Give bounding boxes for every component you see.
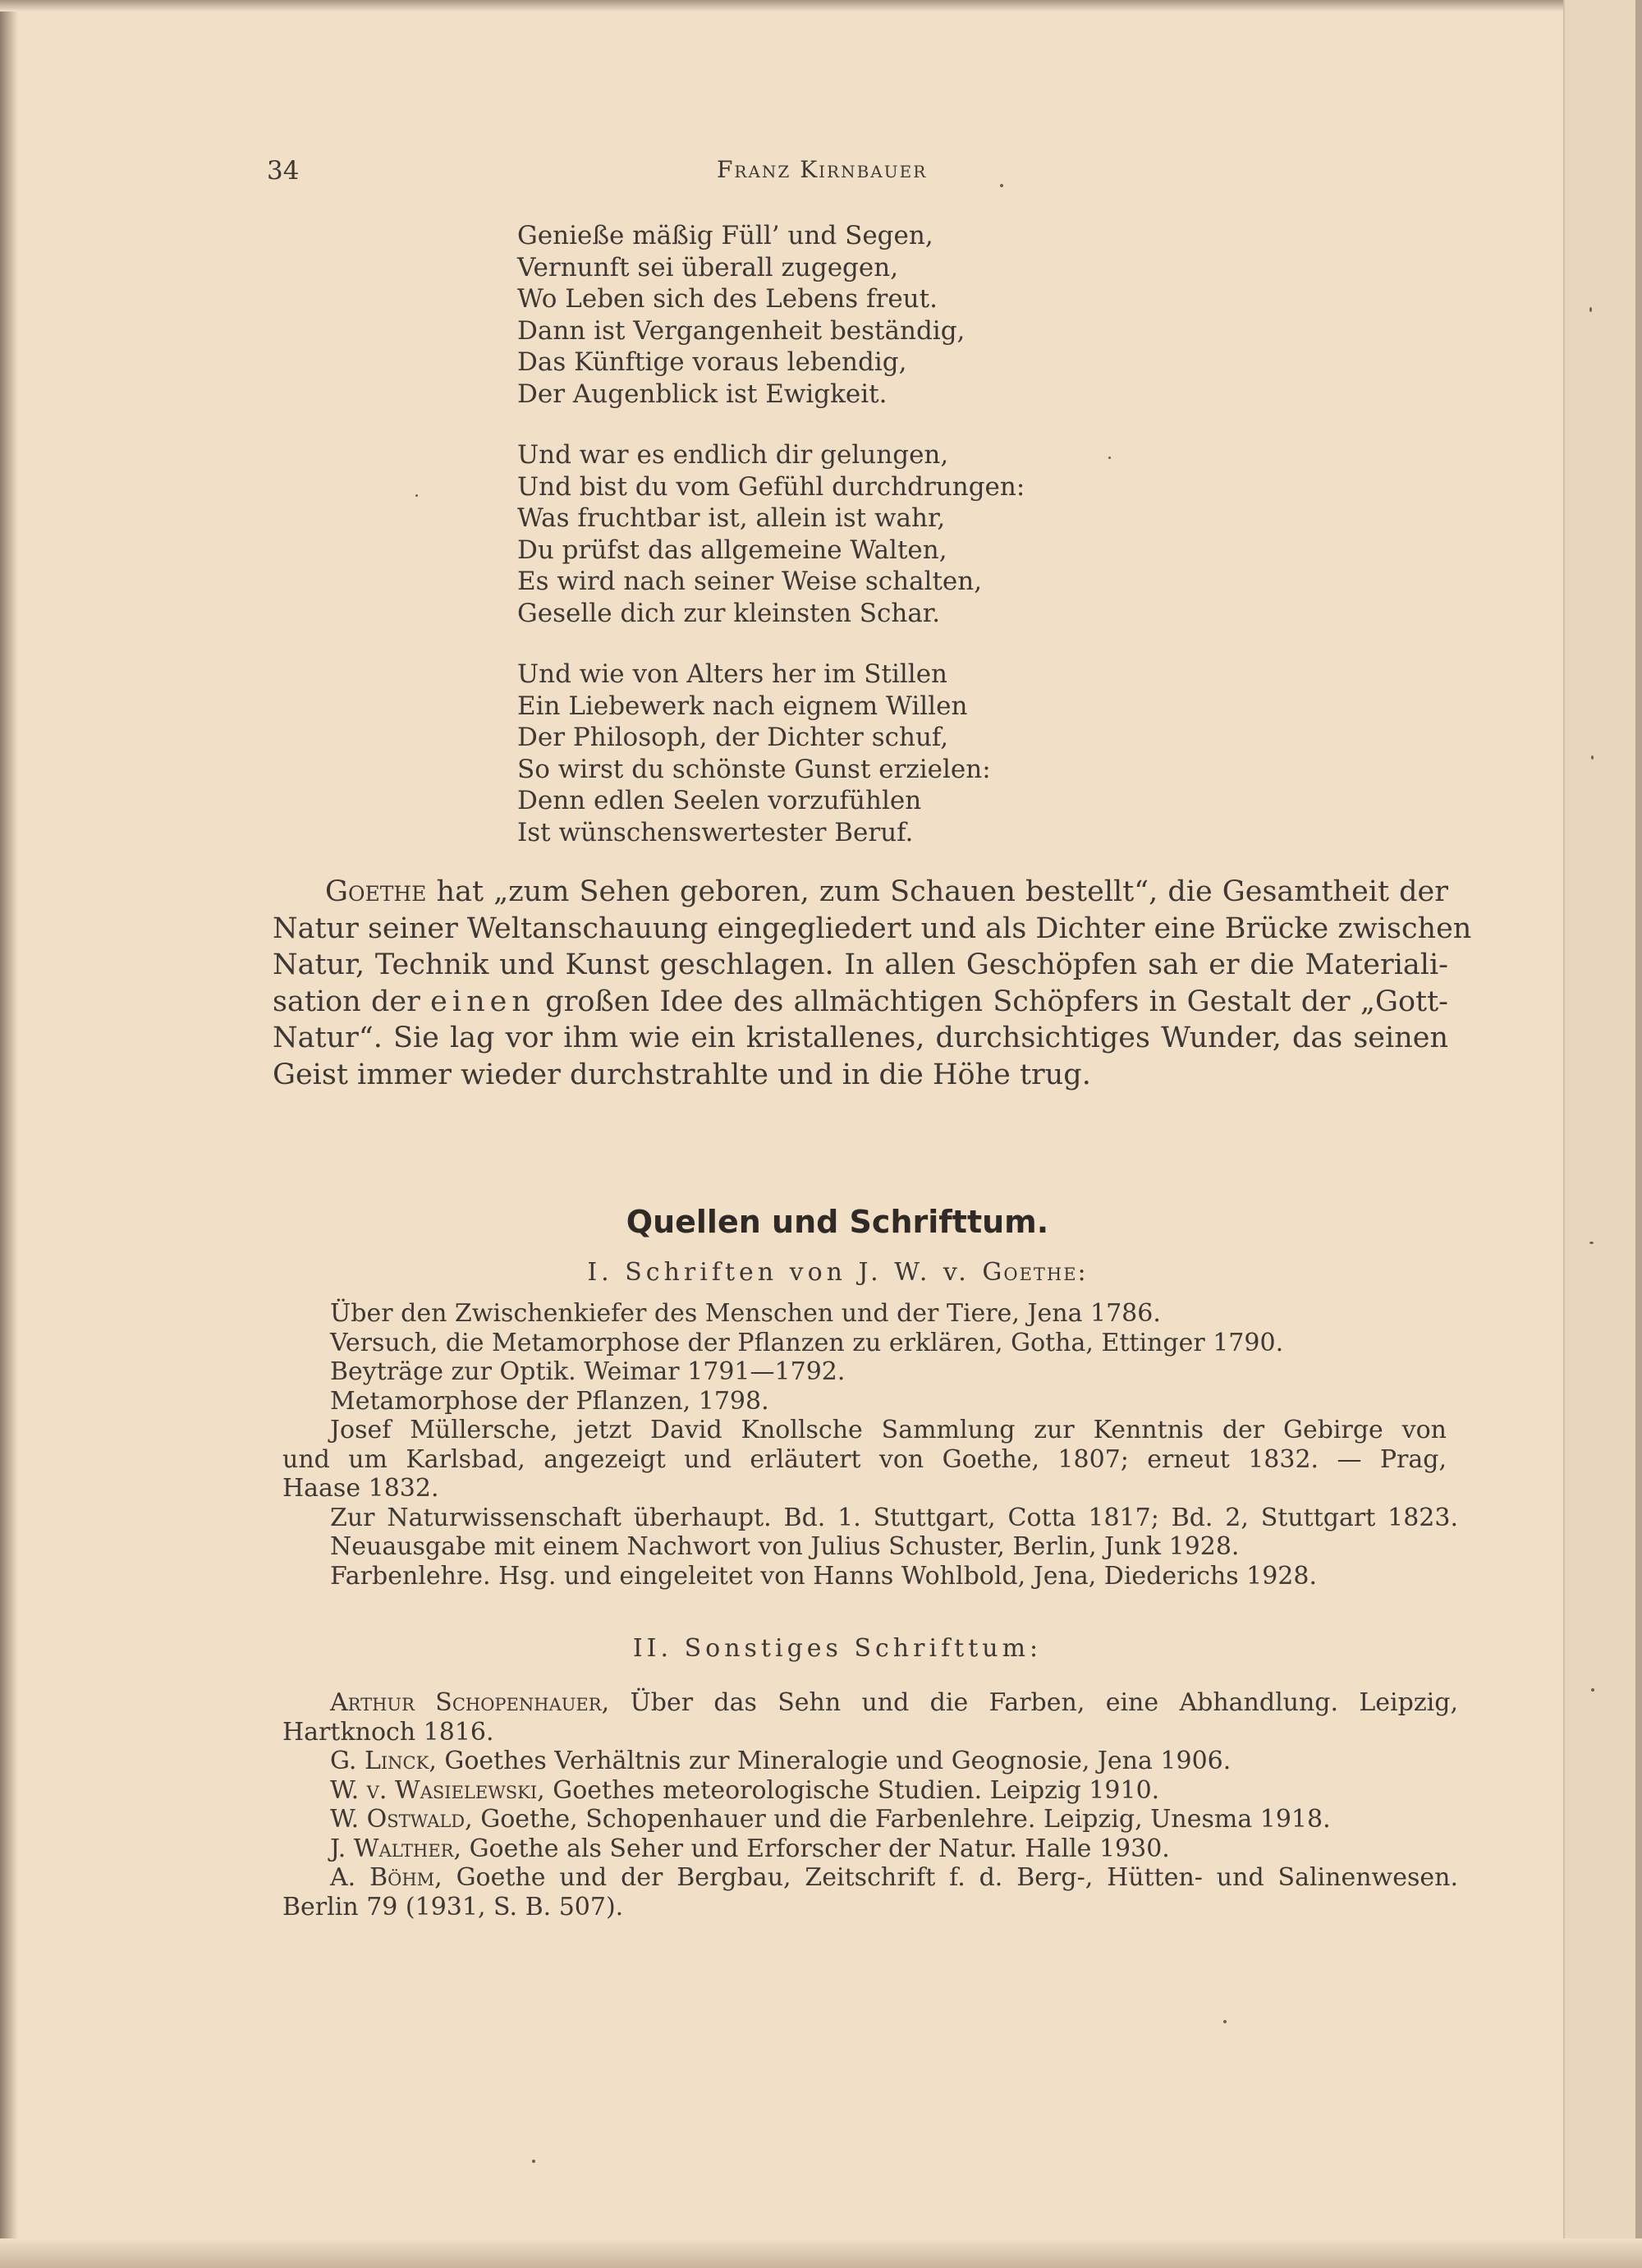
reference-text: Goethe und der Bergbau, Zeitschrift f. d. Berg-, Hütten- und Salinenwesen. xyxy=(456,1863,1458,1892)
section-heading-name: Goethe: xyxy=(982,1258,1088,1287)
reference-item: Farbenlehre. Hsg. und eingeleitet von Hanns Wohlbold, Jena, Diederichs 1928. xyxy=(330,1561,1318,1591)
reference-item: Josef Müllersche, jetzt David Knollsche Sammlung zur Kenntnis der Gebirge von xyxy=(330,1416,1447,1444)
reference-text: Goethes Verhältnis zur Mineralogie und Geognosie, Jena 1906. xyxy=(444,1747,1232,1775)
sources-section-1-heading xyxy=(0,1258,1642,1287)
poem-line: Denn edlen Seelen vorzufühlen xyxy=(517,786,922,815)
prose-line-3: Natur, Technik und Kunst geschlagen. In allen Geschöpfen sah er die Materiali- xyxy=(273,948,1448,981)
poem-line: Dann ist Vergangenheit beständig, xyxy=(517,315,965,346)
reference-author: Arthur Schopenhauer, xyxy=(330,1688,610,1717)
reference-text: Über das Sehn und die Farben, eine Abhandlung. Leipzig, xyxy=(630,1688,1458,1717)
sources-section-2-heading: II. Sonstiges Schrifttum: xyxy=(632,1634,1043,1663)
reference-item xyxy=(289,1776,1447,1806)
poem-line: So wirst du schönste Gunst erzielen: xyxy=(517,754,991,784)
scan-speck xyxy=(1000,184,1003,187)
page-right-edge xyxy=(1563,0,1642,2268)
reference-text: Goethe, Schopenhauer und die Farbenlehre. Leipzig, Unesma 1918. xyxy=(480,1805,1331,1834)
poem-line: Und war es endlich dir gelungen, xyxy=(517,440,949,470)
poem-stanza-1 xyxy=(517,220,1256,410)
emphasis-text: einen xyxy=(430,985,535,1018)
poem-line: Wo Leben sich des Lebens freut. xyxy=(517,284,938,314)
scan-speck xyxy=(1108,457,1111,459)
reference-item: Neuausgabe mit einem Nachwort von Julius Schuster, Berlin, Junk 1928. xyxy=(330,1532,1240,1561)
poem-line: Und wie von Alters her im Stillen xyxy=(517,659,948,689)
reference-item xyxy=(289,1805,1447,1834)
scan-speck xyxy=(1589,307,1592,312)
reference-item xyxy=(289,1863,1458,1893)
poem-line: Und bist du vom Gefühl durchdrungen: xyxy=(517,471,1025,502)
poem-line: Der Philosoph, der Dichter schuf, xyxy=(517,723,949,752)
running-head: Franz Kirnbauer xyxy=(717,156,928,183)
reference-item: Metamorphose der Pflanzen, 1798. xyxy=(330,1386,769,1416)
poem-line: Was fruchtbar ist, allein ist wahr, xyxy=(517,503,946,533)
prose-line-1 xyxy=(273,874,1448,911)
poem-line: Ein Liebewerk nach eignem Willen xyxy=(517,691,968,721)
poem-line: Ist wünschenswertester Beruf. xyxy=(517,817,914,847)
poem-line: Der Augenblick ist Ewigkeit. xyxy=(517,379,888,409)
reference-author: G. Linck, xyxy=(330,1747,437,1775)
prose-line-4 xyxy=(273,984,1448,1021)
poem-line: Geselle dich zur kleinsten Schar. xyxy=(517,598,941,628)
page-number: 34 xyxy=(267,156,300,186)
section-heading-text: I. Schriften von J. W. v. xyxy=(587,1258,970,1287)
reference-item xyxy=(289,1834,1447,1864)
poem-stanza-3 xyxy=(517,659,1256,848)
prose-line-2: Natur seiner Weltanschauung eingegliedert und als Dichter eine Brücke zwischen xyxy=(273,911,1472,945)
reference-item-continuation: und um Karlsbad, angezeigt und erläutert von Goethe, 1807; erneut 1832. — Prag, xyxy=(282,1444,1447,1474)
scan-speck xyxy=(532,2160,535,2163)
page-gutter-shadow xyxy=(0,0,18,2268)
reference-item-continuation: Haase 1832. xyxy=(282,1474,439,1503)
author-name: Goethe xyxy=(325,875,427,908)
reference-author: W. v. Wasielewski, xyxy=(330,1775,545,1805)
poem xyxy=(517,220,1256,878)
poem-line: Vernunft sei überall zugegen, xyxy=(517,252,899,282)
scan-speck xyxy=(1223,2020,1227,2023)
scan-speck xyxy=(415,494,418,497)
prose-line-6: Geist immer wieder durchstrahlte und in die Höhe trug. xyxy=(273,1058,1091,1091)
reference-item: Beyträge zur Optik. Weimar 1791—1792. xyxy=(330,1357,846,1386)
poem-line: Es wird nach seiner Weise schalten, xyxy=(517,567,983,596)
reference-item-continuation: Hartknoch 1816. xyxy=(282,1717,494,1747)
reference-author: A. Böhm, xyxy=(330,1863,443,1892)
sources-title: Quellen und Schrifttum. xyxy=(626,1204,1049,1240)
reference-item xyxy=(289,1688,1458,1718)
reference-item: Versuch, die Metamorphose der Pflanzen zu erklären, Gotha, Ettinger 1790. xyxy=(330,1328,1284,1357)
sources-section-1-list xyxy=(282,1299,1458,1591)
prose-text: sation der xyxy=(273,985,420,1018)
reference-item xyxy=(289,1747,1447,1776)
page-right-edge-border xyxy=(1635,0,1642,2268)
prose-text: hat „zum Sehen geboren, zum Schauen bestellt“, die Gesamtheit der xyxy=(436,875,1448,908)
prose-text: großen Idee des allmächtigen Schöpfers in Gestalt der „Gott- xyxy=(545,985,1448,1018)
page-header xyxy=(267,156,1474,189)
reference-author: J. Walther, xyxy=(330,1834,462,1863)
poem-line: Das Künftige voraus lebendig, xyxy=(517,347,907,377)
reference-item-continuation: Berlin 79 (1931, S. B. 507). xyxy=(282,1892,624,1921)
prose-paragraph xyxy=(273,874,1472,1093)
poem-stanza-2 xyxy=(517,439,1256,629)
reference-item: Zur Naturwissenschaft überhaupt. Bd. 1. Stuttgart, Cotta 1817; Bd. 2, Stuttgart 1823. xyxy=(330,1503,1458,1532)
poem-line: Genieße mäßig Füll’ und Segen, xyxy=(517,221,933,250)
page-top-shadow xyxy=(0,0,1642,11)
reference-text: Goethe als Seher und Erforscher der Natur. Halle 1930. xyxy=(469,1834,1170,1863)
scan-speck xyxy=(1589,1242,1594,1244)
prose-line-5: Natur“. Sie lag vor ihm wie ein kristallenes, durchsichtiges Wunder, das seinen xyxy=(273,1022,1448,1054)
scan-speck xyxy=(1591,755,1594,760)
reference-item: Über den Zwischenkiefer des Menschen und der Tiere, Jena 1786. xyxy=(330,1299,1161,1328)
reference-text: Goethes meteorologische Studien. Leipzig 1910. xyxy=(553,1775,1160,1805)
scan-speck xyxy=(1591,1688,1594,1692)
page-bottom-edge xyxy=(0,2238,1642,2268)
sources-section-2-list xyxy=(282,1688,1458,1921)
poem-line: Du prüfst das allgemeine Walten, xyxy=(517,535,947,565)
reference-author: W. Ostwald, xyxy=(330,1805,473,1834)
